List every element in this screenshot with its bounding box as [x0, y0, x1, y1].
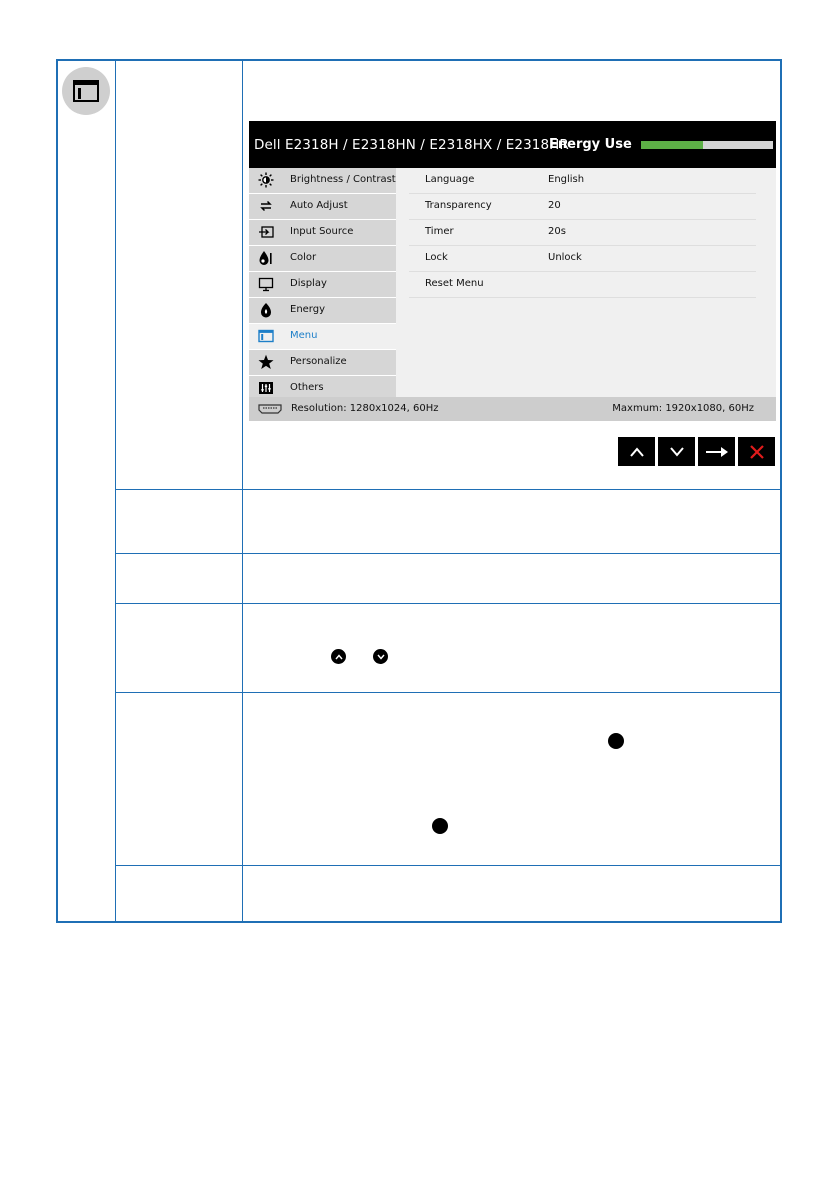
- setting-row-transparency[interactable]: [409, 194, 756, 220]
- maximum-resolution: Maxmum: 1920x1080, 60Hz: [612, 403, 754, 414]
- menu-item-label: Input Source: [290, 226, 354, 237]
- setting-value: 20s: [548, 226, 566, 237]
- down-button[interactable]: [658, 437, 695, 466]
- menu-item-label: Others: [290, 382, 324, 393]
- column-divider: [242, 61, 243, 921]
- setting-label: Language: [425, 174, 475, 185]
- up-button[interactable]: [618, 437, 655, 466]
- menu-item-input-source[interactable]: [249, 220, 396, 246]
- menu-item-display[interactable]: [249, 272, 396, 298]
- others-icon: [258, 380, 274, 396]
- menu-item-label: Auto Adjust: [290, 200, 348, 211]
- current-resolution: Resolution: 1280x1024, 60Hz: [291, 403, 439, 414]
- osd-status-bar: [249, 397, 776, 421]
- input-source-icon: [258, 224, 274, 240]
- down-button-icon: [373, 649, 388, 664]
- row-divider: [115, 489, 780, 490]
- menu-item-energy[interactable]: [249, 298, 396, 324]
- right-arrow-icon: [705, 445, 729, 459]
- setting-label: Lock: [425, 252, 448, 263]
- setting-label: Timer: [425, 226, 454, 237]
- color-icon: [258, 250, 274, 266]
- osd-model-title: Dell E2318H / E2318HN / E2318HX / E2318HR: [254, 137, 569, 153]
- up-arrow-icon: [629, 445, 645, 459]
- setting-label: Transparency: [425, 200, 492, 211]
- energy-use-fill: [641, 141, 703, 149]
- down-arrow-icon: [669, 445, 685, 459]
- setting-value: Unlock: [548, 252, 582, 263]
- osd-navigation-buttons: [618, 437, 775, 466]
- row-divider: [115, 865, 780, 866]
- button-bullet-icon: [608, 733, 624, 749]
- energy-icon: [258, 302, 274, 318]
- auto-adjust-icon: [258, 198, 274, 214]
- hdmi-port-icon: [258, 404, 282, 417]
- exit-button[interactable]: [738, 437, 775, 466]
- menu-item-label: Personalize: [290, 356, 347, 367]
- osd-menu-settings: [409, 168, 756, 298]
- menu-item-label: Brightness / Contrast: [290, 174, 396, 185]
- setting-row-lock[interactable]: [409, 246, 756, 272]
- row-divider: [115, 553, 780, 554]
- star-icon: [258, 354, 274, 370]
- menu-item-label: Energy: [290, 304, 326, 315]
- setting-row-timer[interactable]: [409, 220, 756, 246]
- menu-window-icon: [73, 80, 99, 102]
- row-divider: [115, 692, 780, 693]
- column-divider: [115, 61, 116, 921]
- menu-item-auto-adjust[interactable]: [249, 194, 396, 220]
- osd-main-menu: [249, 168, 396, 402]
- up-button-icon: [331, 649, 346, 664]
- menu-item-label: Menu: [290, 330, 318, 341]
- energy-use-label: Energy Use: [549, 137, 632, 152]
- brightness-icon: [258, 172, 274, 188]
- menu-item-label: Display: [290, 278, 327, 289]
- menu-item-color[interactable]: [249, 246, 396, 272]
- menu-section-icon: [62, 67, 110, 115]
- menu-item-menu[interactable]: [249, 324, 396, 350]
- menu-icon: [258, 328, 274, 344]
- setting-row-language[interactable]: [409, 168, 756, 194]
- button-bullet-icon: [432, 818, 448, 834]
- enter-button[interactable]: [698, 437, 735, 466]
- energy-use-bar: [641, 141, 773, 149]
- osd-menu: [249, 121, 776, 421]
- osd-header: [249, 121, 776, 168]
- setting-value: 20: [548, 200, 561, 211]
- close-icon: [749, 444, 765, 460]
- display-icon: [258, 276, 274, 292]
- row-divider: [115, 603, 780, 604]
- setting-row-reset-menu[interactable]: [409, 272, 756, 298]
- menu-item-label: Color: [290, 252, 317, 263]
- setting-label: Reset Menu: [425, 278, 484, 289]
- menu-item-personalize[interactable]: [249, 350, 396, 376]
- setting-value: English: [548, 174, 585, 185]
- menu-item-brightness-contrast[interactable]: [249, 168, 396, 194]
